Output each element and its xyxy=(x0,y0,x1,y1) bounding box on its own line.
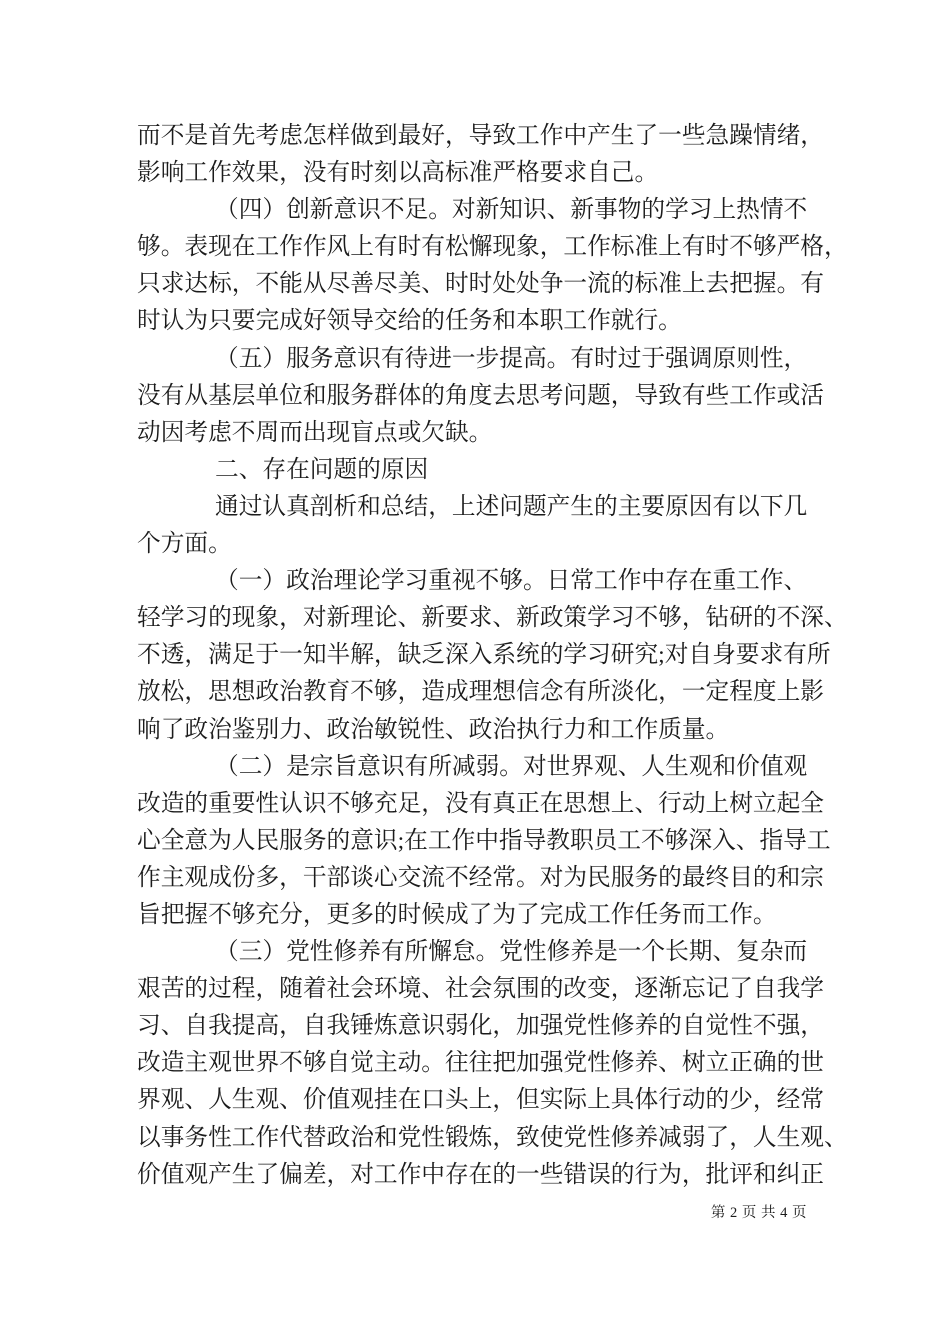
text-line: 二、存在问题的原因 xyxy=(215,456,429,483)
text-line: 只求达标，不能从尽善尽美、时时处处争一流的标准上去把握。有 xyxy=(137,271,824,298)
text-line: 习、自我提高，自我锤炼意识弱化，加强党性修养的自觉性不强， xyxy=(137,1013,824,1040)
text-line: （二）是宗旨意识有所减弱。对世界观、人生观和价值观 xyxy=(215,753,808,780)
text-line: 改造的重要性认识不够充足，没有真正在思想上、行动上树立起全 xyxy=(137,790,824,817)
text-line: 以事务性工作代替政治和党性锻炼，致使党性修养减弱了，人生观、 xyxy=(137,1124,848,1151)
text-line: （五）服务意识有待进一步提高。有时过于强调原则性， xyxy=(215,345,808,372)
page-footer xyxy=(711,1201,807,1222)
text-line: 心全意为人民服务的意识;在工作中指导教职员工不够深入、指导工 xyxy=(137,827,831,854)
text-line: （三）党性修养有所懈怠。党性修养是一个长期、复杂而 xyxy=(215,939,808,966)
text-line: 动因考虑不周而出现盲点或欠缺。 xyxy=(137,419,493,446)
text-line: 改造主观世界不够自觉主动。往往把加强党性修养、树立正确的世 xyxy=(137,1050,824,1077)
text-line: 个方面。 xyxy=(137,531,232,558)
text-line: 旨把握不够充分，更多的时候成了为了完成工作任务而工作。 xyxy=(137,901,777,928)
text-line: （四）创新意识不足。对新知识、新事物的学习上热情不 xyxy=(215,197,808,224)
text-line: 界观、人生观、价值观挂在口头上，但实际上具体行动的少，经常 xyxy=(137,1087,824,1114)
text-line: 放松，思想政治教育不够，造成理想信念有所淡化，一定程度上影 xyxy=(137,679,824,706)
text-line: 通过认真剖析和总结，上述问题产生的主要原因有以下几 xyxy=(215,493,808,520)
text-line: 价值观产生了偏差，对工作中存在的一些错误的行为，批评和纠正 xyxy=(137,1161,824,1188)
text-line: 轻学习的现象，对新理论、新要求、新政策学习不够，钻研的不深、 xyxy=(137,605,848,632)
text-line: 没有从基层单位和服务群体的角度去思考问题，导致有些工作或活 xyxy=(137,382,824,409)
page-number-text: 第 2 页 共 4 页 xyxy=(710,1205,807,1221)
text-line: 艰苦的过程，随着社会环境、社会氛围的改变，逐渐忘记了自我学 xyxy=(137,976,824,1003)
text-line: 而不是首先考虑怎样做到最好，导致工作中产生了一些急躁情绪， xyxy=(137,123,824,149)
document-body xyxy=(137,118,853,1194)
text-line: （一）政治理论学习重视不够。日常工作中存在重工作、 xyxy=(215,568,808,595)
text-line: 响了政治鉴别力、政治敏锐性、政治执行力和工作质量。 xyxy=(137,716,730,743)
text-line: 影响工作效果，没有时刻以高标准严格要求自己。 xyxy=(137,160,659,187)
text-line: 作主观成份多，干部谈心交流不经常。对为民服务的最终目的和宗 xyxy=(137,864,824,891)
text-line: 不透，满足于一知半解，缺乏深入系统的学习研究;对自身要求有所 xyxy=(137,642,831,669)
text-line: 够。表现在工作作风上有时有松懈现象，工作标准上有时不够严格， xyxy=(137,234,848,261)
text-line: 时认为只要完成好领导交给的任务和本职工作就行。 xyxy=(137,308,682,335)
